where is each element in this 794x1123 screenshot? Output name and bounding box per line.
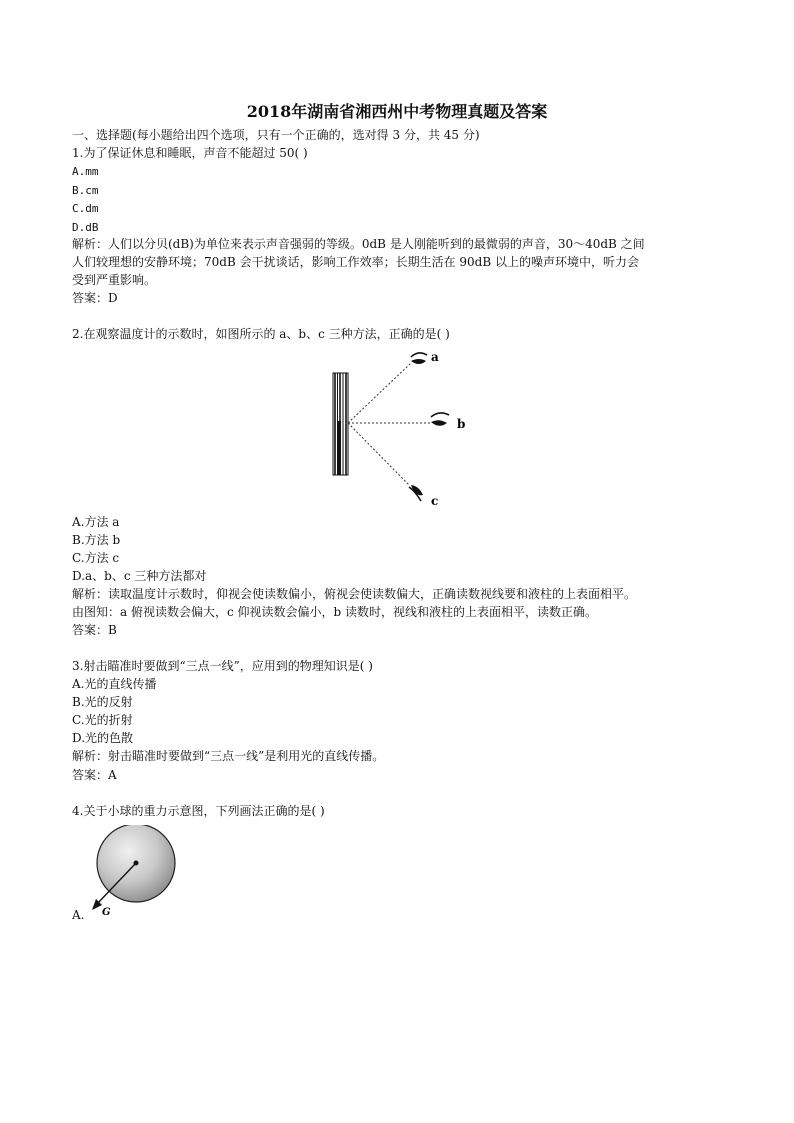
q2-option-b: B.方法 b (72, 533, 121, 547)
q2-answer: 答案：B (72, 623, 117, 637)
thermometer (333, 373, 348, 475)
q4-option-a: A. (72, 908, 85, 922)
sight-lines (348, 363, 431, 485)
gravity-label: G (102, 907, 111, 918)
eye-b-icon (431, 413, 449, 426)
q2-analysis-line-1: 解析：读取温度计示数时，仰视会使读数偏小，俯视会使读数偏大，正确读数视线要和液柱的上表面相平。 (72, 587, 637, 601)
q1-analysis-line-3: 受到严重影响。 (72, 273, 157, 287)
question-4-stem: 4.关于小球的重力示意图，下列画法正确的是( ) (72, 804, 325, 818)
q2-option-c: C.方法 c (72, 551, 120, 565)
section-heading: 一、选择题(每小题给出四个选项，只有一个正确的，选对得 3 分，共 45 分) (72, 128, 480, 142)
q3-option-a: A.光的直线传播 (72, 677, 157, 691)
q2-analysis-line-2: 由图知：a 俯视读数会偏大，c 仰视读数会偏小，b 读数时，视线和液柱的上表面相平，读数正确。 (72, 605, 598, 619)
q1-analysis-line-2: 人们较理想的安静环境；70dB 会干扰谈话，影响工作效率；长期生活在 90dB 以上的噪声环境中，听力会 (72, 255, 639, 269)
label-a: a (431, 350, 439, 364)
label-c: c (431, 494, 439, 508)
q3-option-c: C.光的折射 (72, 713, 133, 727)
q3-answer: 答案：A (72, 768, 117, 782)
q1-option-a: A.mm (72, 165, 99, 178)
question-3-stem: 3.射击瞄准时要做到“三点一线”，应用到的物理知识是( ) (72, 659, 373, 673)
q3-option-b: B.光的反射 (72, 695, 133, 709)
q3-analysis: 解析：射击瞄准时要做到“三点一线”是利用光的直线传播。 (72, 749, 385, 763)
q1-option-b: B.cm (72, 184, 99, 197)
eye-a-icon (411, 353, 427, 364)
q2-option-a: A.方法 a (72, 515, 120, 529)
q3-option-d: D.光的色散 (72, 731, 134, 745)
q2-option-d: D.a、b、c 三种方法都对 (72, 569, 207, 583)
thermometer-figure (325, 345, 475, 510)
eye-c-icon (409, 485, 423, 501)
question-2-stem: 2.在观察温度计的示数时，如图所示的 a、b、c 三种方法，正确的是( ) (72, 327, 450, 341)
q1-option-d: D.dB (72, 221, 99, 234)
question-1-stem: 1.为了保证休息和睡眠，声音不能超过 50( ) (72, 146, 308, 160)
ball-gravity-figure (84, 825, 184, 920)
page-title: 2018年湖南省湘西州中考物理真题及答案 (246, 102, 548, 121)
label-b: b (457, 417, 466, 431)
q1-answer: 答案：D (72, 291, 118, 305)
q1-option-c: C.dm (72, 202, 99, 215)
q1-analysis-line-1: 解析：人们以分贝(dB)为单位来表示声音强弱的等级。0dB 是人刚能听到的最微弱的声音，30～40dB 之间 (72, 237, 645, 251)
